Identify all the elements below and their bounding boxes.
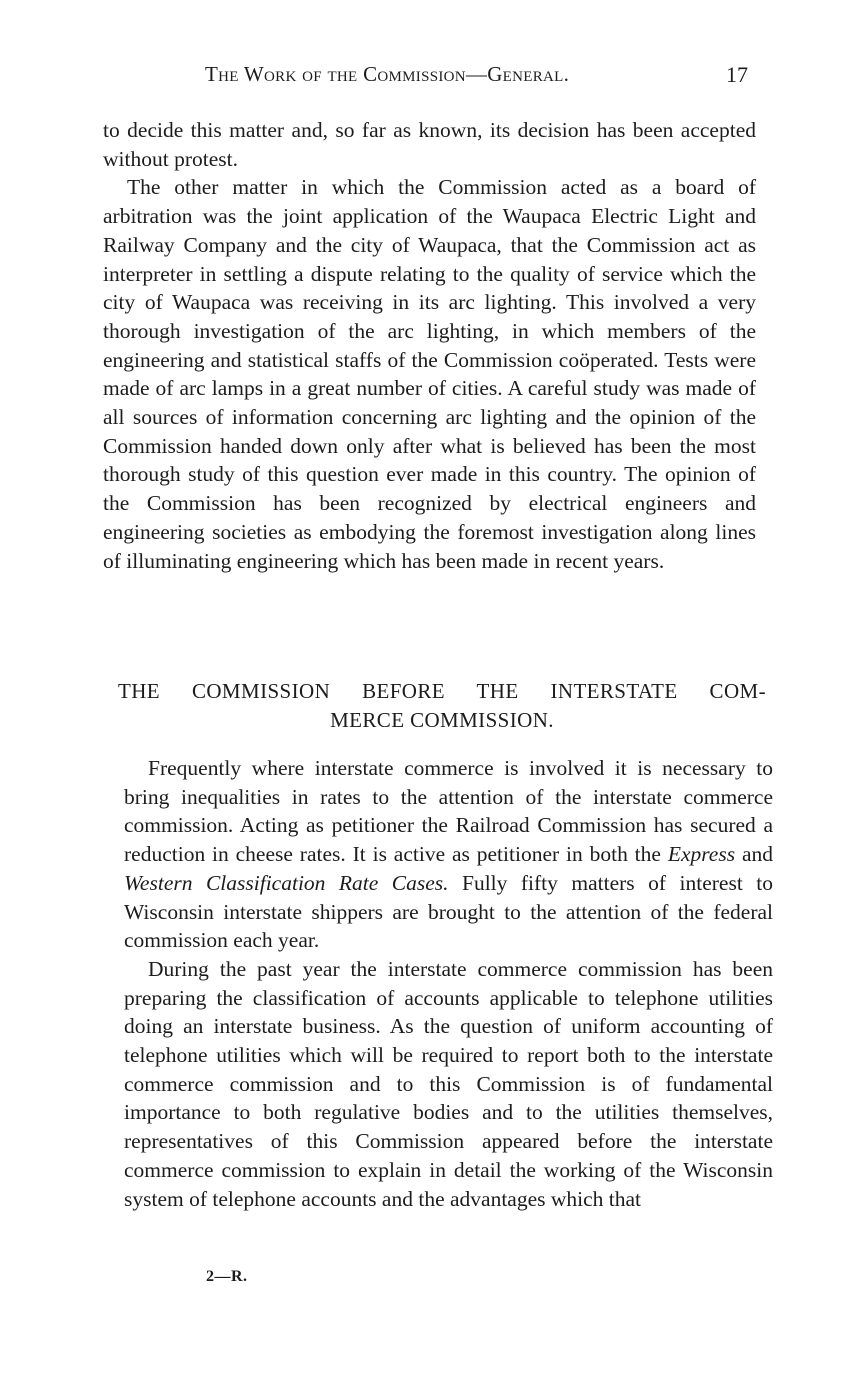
section-arbitration — [103, 116, 756, 575]
express-case-title: Express — [667, 842, 736, 867]
paragraph-petitioner-text-3: Fully fifty matters of interest to Wisconsin interstate shippers are brought to the attention of the federal commission each year. — [124, 870, 773, 953]
western-classification-case-title: Western Classification Rate Cases. — [124, 870, 449, 895]
paragraph-waupaca: The other matter in which the Commission acted as a board of arbitration was the joint application of the Waupaca Electric Light and Railway Company and the city of Waupaca, that the Commission act as interpreter in settling a dispute relating to the quality of service which the city of Waupaca was receiving in its arc lighting. This involved a very thorough investigation of the arc lighting, in which members of the engineering and statistical staffs of the Commission coöperated. Tests were made of arc lamps in a great number of cities. A careful study was made of all sources of information concerning arc lighting and the opinion of the Commission handed down only after what is believed has been the most thorough study of this question ever made in this country. The opinion of the Commission has been recognized by electrical engineers and engineering societies as embodying the foremost investigation along lines of illuminating engineering which has been made in recent years. — [103, 175, 756, 573]
paragraph-continuation: to decide this matter and, so far as known, its decision has been accepted without protest. — [103, 118, 756, 171]
section-interstate — [124, 754, 773, 1213]
running-head — [205, 62, 569, 87]
section-heading-line-2: MERCE COMMISSION. — [330, 708, 554, 732]
paragraph-petitioner-text-1: Frequently where interstate commerce is involved it is necessary to bring inequalities in rates to the attention of the interstate commerce commission. Acting as petitioner the Railroad Commission has secured a reduction in cheese rates. It is active as petitioner in both the — [124, 756, 773, 867]
signature-mark: 2—R. — [206, 1268, 248, 1285]
page-number: 17 — [726, 62, 748, 87]
paragraph-telephone-accounts: During the past year the interstate commerce commission has been preparing the classification of accounts applicable to telephone utilities doing an interstate business. As the question of uniform accounting of telephone utilities which will be required to report both to the interstate commerce commission and to this Commission is of fundamental importance to both regulative bodies and to the utilities themselves, representatives of this Commission appeared before the interstate commerce commission to explain in detail the working of the Wisconsin system of telephone accounts and the advantages which that — [124, 956, 773, 1211]
section-heading-line-1: THE COMMISSION BEFORE THE INTERSTATE COM- — [118, 679, 766, 703]
running-head-text: The Work of the Commission—General. — [205, 62, 570, 86]
section-heading — [118, 677, 766, 735]
paragraph-petitioner — [124, 754, 773, 955]
paragraph-petitioner-text-2: and — [735, 842, 773, 867]
